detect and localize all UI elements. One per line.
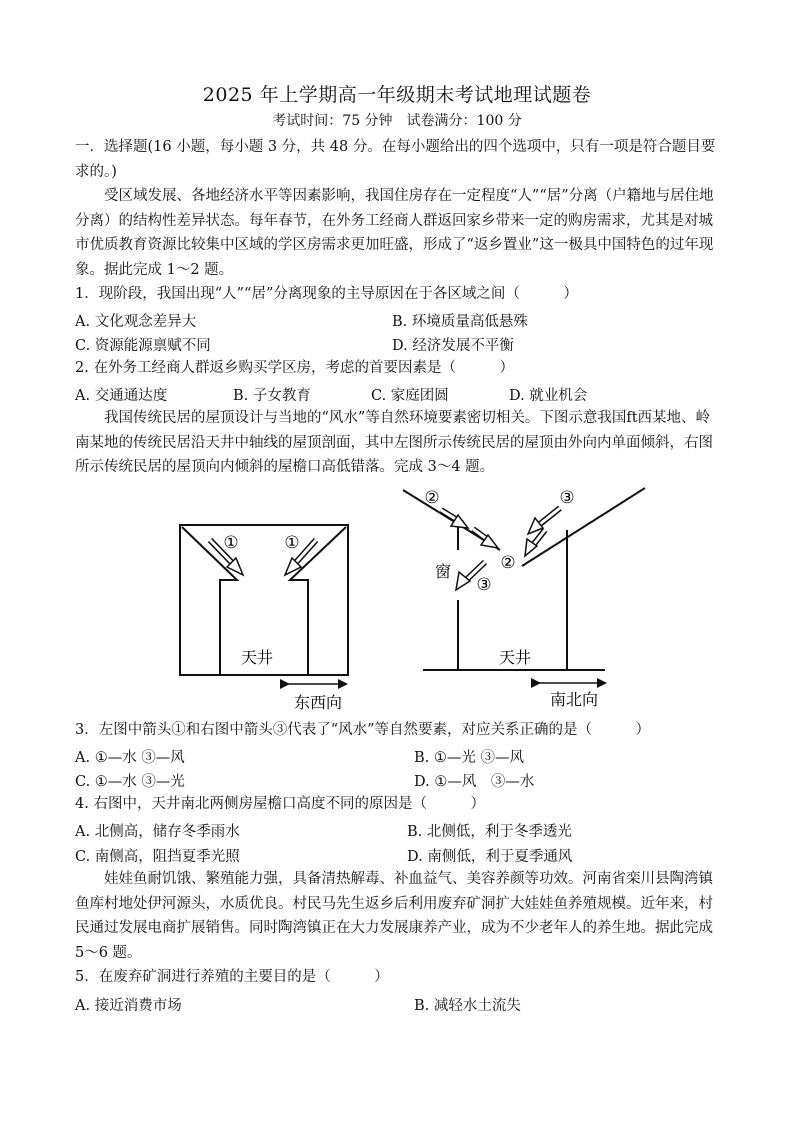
- q2-option-a[interactable]: A. 交通通达度: [75, 388, 168, 404]
- q1-option-b[interactable]: B. 环境质量高低悬殊: [392, 314, 528, 330]
- right-arrow-label-3-low: ③: [476, 575, 492, 595]
- q3-option-c[interactable]: C. ①—水 ③—光: [75, 774, 185, 790]
- passage-2: 我国传统民居的屋顶设计与当地的“风水”等自然环境要素密切相关。下图示意我国ft西某地、岭南某地的传统民居沿天井中轴线的屋顶剖面，其中左图所示传统民居的屋顶由外向内单面倾斜，右图所示传统民居的屋顶向内倾斜的屋檐口高低错落。完成 3～4 题。: [75, 410, 713, 475]
- q2-option-d[interactable]: D. 就业机会: [509, 388, 588, 404]
- right-arrow-label-2-top: ②: [424, 488, 440, 508]
- left-courtyard-label: 天井: [240, 648, 274, 667]
- q1-option-d[interactable]: D. 经济发展不平衡: [392, 338, 514, 354]
- q4-option-a[interactable]: A. 北侧高，储存冬季雨水: [75, 824, 240, 840]
- q4-option-d[interactable]: D. 南侧低，利于夏季通风: [407, 849, 573, 865]
- left-direction-label: 东西向: [293, 693, 343, 712]
- q3-option-a[interactable]: A. ①—水 ③—风: [75, 750, 185, 766]
- q4-option-b[interactable]: B. 北侧低，利于冬季透光: [407, 824, 572, 840]
- q2-option-b[interactable]: B. 子女教育: [233, 388, 311, 404]
- q5-option-b[interactable]: B. 减轻水土流失: [414, 998, 521, 1014]
- q3-option-d[interactable]: D. ①—风 ③—水: [414, 774, 535, 790]
- left-arrow-label-1: ①: [223, 533, 239, 553]
- q4-option-c[interactable]: C. 南侧高，阻挡夏季光照: [75, 849, 240, 865]
- right-arrow-2a: [441, 510, 468, 528]
- exam-meta: 考试时间：75 分钟 试卷满分：100 分: [272, 113, 522, 129]
- passage-3: 娃娃鱼耐饥饿、繁殖能力强，具备清热解毒、补血益气、美容养颜等功效。河南省栾川县陶湾镇鱼库村地处伊河源头，水质优良。村民马先生返乡后利用废弃矿洞扩大娃娃鱼养殖规模。近年来，村民通过发展电商扩展销售。同时陶湾镇正在大力发展康养产业，成为不少老年人的养生地。据此完成 5～6 题。: [75, 871, 713, 961]
- passage-1: 受区域发展、各地经济水平等因素影响，我国住房存在一定程度“人”“居”分离（户籍地与居住地分离）的结构性差异状态。每年春节，在外务工经商人群返回家乡带来一定的购房需求，尤其是对城市优质教育资源比较集中区域的学区房需求更加旺盛，形成了“返乡置业”这一极具中国特色的过年现象。据此完成 1～2 题。: [75, 188, 714, 278]
- question-5-stem: 5．在废弃矿洞进行养殖的主要目的是（ ）: [75, 969, 389, 985]
- q5-option-a[interactable]: A. 接近消费市场: [75, 998, 182, 1014]
- q2-option-c[interactable]: C. 家庭团圆: [371, 388, 449, 404]
- left-arrow-label-2: ①: [284, 533, 300, 553]
- right-window-label: 窗: [434, 562, 452, 581]
- exam-title: 2025 年上学期高一年级期末考试地理试题卷: [202, 84, 592, 106]
- question-3-stem: 3．左图中箭头①和右图中箭头③代表了“风水”等自然要素，对应关系正确的是（ ）: [75, 722, 651, 738]
- right-courtyard-label: 天井: [498, 648, 532, 667]
- right-arrow-2b: [473, 529, 498, 548]
- q3-option-b[interactable]: B. ①—光 ③—风: [414, 750, 524, 766]
- question-2-stem: 2. 在外务工经商人群返乡购买学区房，考虑的首要因素是（ ）: [75, 360, 514, 376]
- right-arrow-label-2-mid: ②: [500, 553, 516, 573]
- right-direction-label: 南北向: [549, 690, 599, 709]
- q1-option-c[interactable]: C. 资源能源禀赋不同: [75, 338, 211, 354]
- right-arrow-label-3-top: ③: [559, 488, 575, 508]
- question-1-stem: 1．现阶段，我国出现“人”“居”分离现象的主导原因在于各区域之间（ ）: [75, 286, 578, 302]
- question-4-stem: 4. 右图中，天井南北两侧房屋檐口高度不同的原因是（ ）: [75, 796, 485, 812]
- q1-option-a[interactable]: A. 文化观念差异大: [75, 314, 197, 330]
- section-heading: 一．选择题(16 小题，每小题 3 分，共 48 分。在每小题给出的四个选项中，只有一项是符合题目要求的。): [75, 139, 716, 180]
